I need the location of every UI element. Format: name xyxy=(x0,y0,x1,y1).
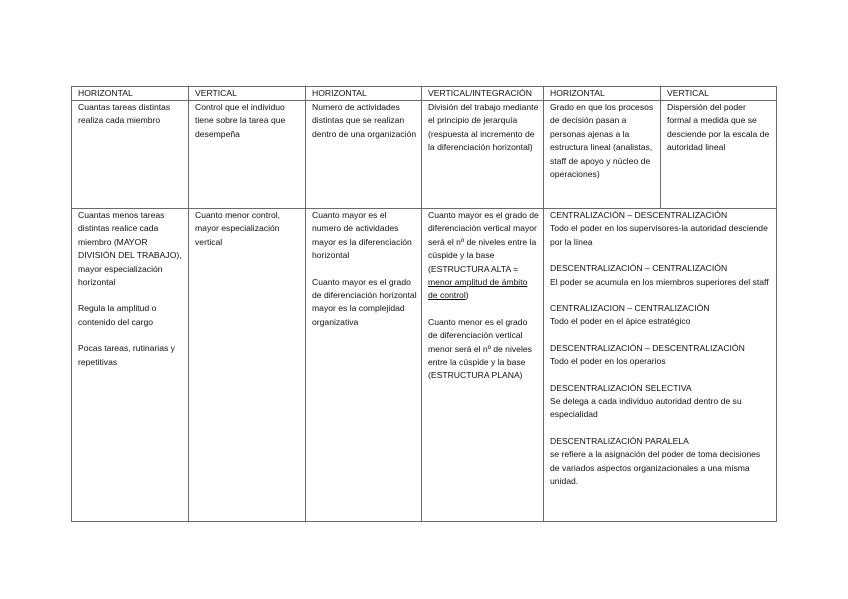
paragraph-end: ) xyxy=(465,290,469,301)
definition-cell-4: División del trabajo mediante el principio de jerarquía (respuesta al incremento de la diferenciación horizontal) xyxy=(422,101,544,209)
centralization-item xyxy=(550,209,772,249)
centralization-item xyxy=(550,435,772,489)
detail-row xyxy=(72,209,777,522)
definition-cell-2: Control que el individuo tiene sobre la tarea que desempeña xyxy=(189,101,306,209)
detail-cell-4 xyxy=(422,209,544,522)
definition-cell-1: Cuantas tareas distintas realiza cada miembro xyxy=(72,101,189,209)
header-row xyxy=(72,87,777,101)
item-title: CENTRALIZACION – CENTRALIZACIÓN xyxy=(550,303,710,314)
item-title: CENTRALIZACIÓN – DESCENTRALIZACIÓN xyxy=(550,210,728,220)
item-text: Todo el poder en el ápice estratégico xyxy=(550,316,691,327)
header-cell-horizontal-3: HORIZONTAL xyxy=(544,87,661,101)
centralization-item xyxy=(550,342,772,369)
item-title: DESCENTRALIZACIÓN – CENTRALIZACIÓN xyxy=(550,263,728,274)
detail-cell-3 xyxy=(306,209,422,522)
paragraph: Regula la amplitud o contenido del cargo xyxy=(78,303,157,327)
paragraph: Cuanto mayor es el numero de actividades mayor es la diferenciación horizontal xyxy=(312,210,412,261)
item-text: Se delega a cada individuo autoridad dentro de su especialidad xyxy=(550,396,742,420)
underlined-text: menor amplitud de ámbito de control xyxy=(428,277,528,301)
item-text: se refiere a la asignación del poder de toma decisiones de variados aspectos organizacionales a una misma unidad. xyxy=(550,449,761,487)
header-cell-vertical-integracion: VERTICAL/INTEGRACIÓN xyxy=(422,87,544,101)
header-cell-horizontal-1: HORIZONTAL xyxy=(72,87,189,101)
centralization-item xyxy=(550,382,772,422)
paragraph: Cuanto menor es el grado de diferenciación vertical menor será el nº de niveles entre la cúspide y la base (ESTRUCTURA PLANA) xyxy=(428,316,532,381)
item-title: DESCENTRALIZACIÓN – DESCENTRALIZACIÓN xyxy=(550,342,745,353)
detail-cell-1 xyxy=(72,209,189,522)
header-cell-horizontal-2: HORIZONTAL xyxy=(306,87,422,101)
definition-cell-5: Grado en que los procesos de decisión pasan a personas ajenas a la estructura lineal (analistas, staff de apoyo y núcleo de operaciones) xyxy=(544,101,661,209)
detail-cell-2: Cuanto menor control, mayor especialización vertical xyxy=(189,209,306,522)
definition-row xyxy=(72,101,777,209)
detail-cell-centralization xyxy=(544,209,777,522)
paragraph: Cuantas menos tareas distintas realice cada miembro (MAYOR DIVISIÓN DEL TRABAJO), mayor especialización horizontal xyxy=(78,210,182,288)
paragraph-text: Cuanto mayor es el grado de diferenciación vertical mayor será el nº de niveles entre la cúspide y la base (ESTRUCTURA ALTA = xyxy=(428,210,539,274)
document-table xyxy=(71,86,777,522)
header-cell-vertical-2: VERTICAL xyxy=(661,87,777,101)
header-cell-vertical-1: VERTICAL xyxy=(189,87,306,101)
item-title: DESCENTRALIZACIÓN SELECTIVA xyxy=(550,382,692,393)
centralization-item xyxy=(550,302,772,329)
paragraph xyxy=(428,209,539,303)
paragraph: Pocas tareas, rutinarias y repetitivas xyxy=(78,343,175,367)
definition-cell-3: Numero de actividades distintas que se realizan dentro de una organización xyxy=(306,101,422,209)
item-text: Todo el poder en los supervisores-la autoridad desciende por la línea xyxy=(550,223,768,247)
centralization-item xyxy=(550,262,772,289)
paragraph: Cuanto mayor es el grado de diferenciación horizontal mayor es la complejidad organizativa xyxy=(312,276,417,327)
definition-cell-6: Dispersión del poder formal a medida que se desciende por la escala de autoridad lineal xyxy=(661,101,777,209)
item-text: El poder se acumula en los miembros superiores del staff xyxy=(550,276,769,287)
item-title: DESCENTRALIZACIÓN PARALELA xyxy=(550,435,689,446)
item-text: Todo el poder en los operarios xyxy=(550,356,666,367)
